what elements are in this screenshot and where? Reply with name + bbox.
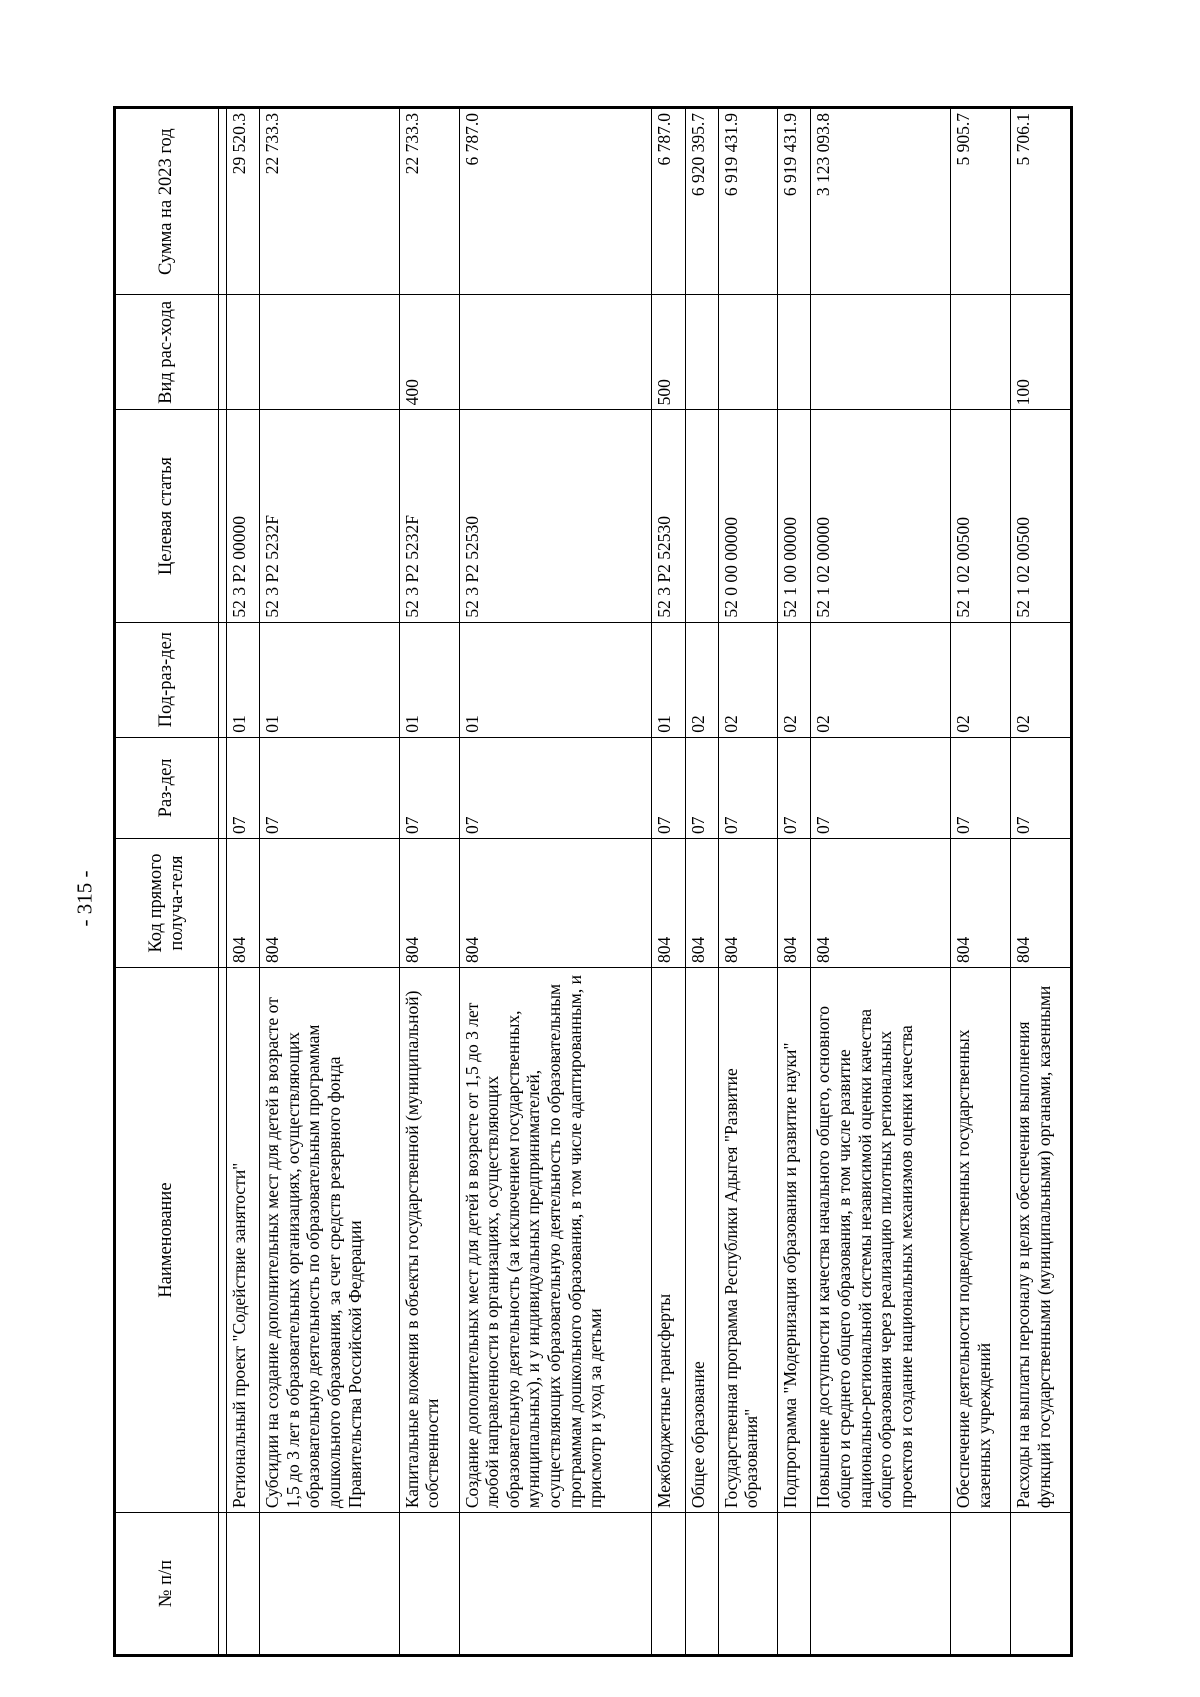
- table-row: [399, 108, 459, 1656]
- row-num: [459, 1513, 652, 1656]
- row-razdel: 07: [778, 737, 811, 838]
- table-row: [652, 108, 685, 1656]
- row-celevaya: 52 3 P2 00000: [227, 410, 260, 622]
- row-name: Субсидии на создание дополнительных мест для детей в возрасте от 1,5 до 3 лет в образовательных организациях, осуществляющих образовательную деятельность по образовательным программам дошкольного образования, за счет средств резервного фонда Правительства Российской Федерации: [260, 968, 400, 1513]
- row-podrazdel: 02: [778, 622, 811, 737]
- row-num: [399, 1513, 459, 1656]
- row-num: [778, 1513, 811, 1656]
- row-vid: [459, 295, 652, 410]
- row-podrazdel: 01: [227, 622, 260, 737]
- row-num: [260, 1513, 400, 1656]
- row-vid: [260, 295, 400, 410]
- row-sum: 3 123 093.8: [811, 108, 951, 295]
- row-vid: [778, 295, 811, 410]
- row-podrazdel: 02: [718, 622, 778, 737]
- table-row: [778, 108, 811, 1656]
- row-razdel: 07: [718, 737, 778, 838]
- row-razdel: 07: [652, 737, 685, 838]
- table-row: [811, 108, 951, 1656]
- table-spacer-row: [219, 108, 227, 1656]
- row-name: Обеспечение деятельности подведомственных государственных казенных учреждений: [951, 968, 1011, 1513]
- header-vid: Вид рас-хода: [115, 295, 219, 410]
- row-celevaya: 52 3 P2 52530: [652, 410, 685, 622]
- row-name: Капитальные вложения в объекты государственной (муниципальной) собственности: [399, 968, 459, 1513]
- row-podrazdel: 02: [951, 622, 1011, 737]
- row-name: Региональный проект "Содействие занятости": [227, 968, 260, 1513]
- header-sum: Сумма на 2023 год: [115, 108, 219, 295]
- row-celevaya: 52 1 00 00000: [778, 410, 811, 622]
- row-celevaya: 52 3 P2 5232F: [399, 410, 459, 622]
- row-razdel: 07: [260, 737, 400, 838]
- row-name: Общее образование: [685, 968, 718, 1513]
- page-number-text: - 315 -: [72, 870, 97, 926]
- row-razdel: 07: [227, 737, 260, 838]
- header-podrazdel: Под-раз-дел: [115, 622, 219, 737]
- row-razdel: 07: [399, 737, 459, 838]
- row-vid: [718, 295, 778, 410]
- row-celevaya: 52 1 02 00000: [811, 410, 951, 622]
- row-celevaya: 52 3 P2 52530: [459, 410, 652, 622]
- table-row: [718, 108, 778, 1656]
- table-wrapper: [113, 106, 1073, 1657]
- row-podrazdel: 01: [260, 622, 400, 737]
- row-num: [811, 1513, 951, 1656]
- row-razdel: 07: [685, 737, 718, 838]
- header-razdel: Раз-дел: [115, 737, 219, 838]
- row-num: [951, 1513, 1011, 1656]
- row-sum: 6 920 395.7: [685, 108, 718, 295]
- row-podrazdel: 01: [652, 622, 685, 737]
- row-celevaya: 52 1 02 00500: [1010, 410, 1071, 622]
- row-name: Государственная программа Республики Адыгея "Развитие образования": [718, 968, 778, 1513]
- row-podrazdel: 02: [1010, 622, 1071, 737]
- row-code: 804: [459, 839, 652, 968]
- row-code: 804: [260, 839, 400, 968]
- row-celevaya: 52 1 02 00500: [951, 410, 1011, 622]
- row-podrazdel: 02: [685, 622, 718, 737]
- row-razdel: 07: [459, 737, 652, 838]
- row-vid: 100: [1010, 295, 1071, 410]
- row-code: 804: [718, 839, 778, 968]
- row-code: 804: [951, 839, 1011, 968]
- table-row: [260, 108, 400, 1656]
- table-row: [951, 108, 1011, 1656]
- header-name: Наименование: [115, 968, 219, 1513]
- row-sum: 22 733.3: [399, 108, 459, 295]
- table-header-row: [115, 108, 219, 1656]
- header-num: № п/п: [115, 1513, 219, 1656]
- row-code: 804: [685, 839, 718, 968]
- row-name: Подпрограмма "Модернизация образования и развитие науки": [778, 968, 811, 1513]
- table-row: [1010, 108, 1071, 1656]
- row-name: Создание дополнительных мест для детей в возрасте от 1,5 до 3 лет любой направленности в организациях, осуществляющих образовательную деятельность (за исключением государственных, муниципальных), и у индивидуальных предпринимателей, осуществляющих образовательную деятельность по образовательным программам дошкольного образования, в том числе адаптированным, и присмотр и уход за детьми: [459, 968, 652, 1513]
- row-vid: 500: [652, 295, 685, 410]
- row-razdel: 07: [1010, 737, 1071, 838]
- row-vid: 400: [399, 295, 459, 410]
- row-vid: [951, 295, 1011, 410]
- table-row: [459, 108, 652, 1656]
- row-sum: 22 733.3: [260, 108, 400, 295]
- row-celevaya: [685, 410, 718, 622]
- row-name: Межбюджетные трансферты: [652, 968, 685, 1513]
- table-row: [685, 108, 718, 1656]
- row-podrazdel: 02: [811, 622, 951, 737]
- row-name: Повышение доступности и качества начального общего, основного общего и среднего общего образования, в том числе развитие национально-региональной системы независимой оценки качества общего образования через реализацию пилотных региональных проектов и создание национальных механизмов оценки качества: [811, 968, 951, 1513]
- row-vid: [227, 295, 260, 410]
- row-sum: 6 919 431.9: [778, 108, 811, 295]
- row-vid: [811, 295, 951, 410]
- row-code: 804: [778, 839, 811, 968]
- row-celevaya: 52 3 P2 5232F: [260, 410, 400, 622]
- page-number: [70, 838, 100, 958]
- row-name: Расходы на выплаты персоналу в целях обеспечения выполнения функций государственными (муниципальными) органами, казенными: [1010, 968, 1071, 1513]
- row-code: 804: [1010, 839, 1071, 968]
- header-code: Код прямого получа-теля: [115, 839, 219, 968]
- row-num: [652, 1513, 685, 1656]
- row-num: [227, 1513, 260, 1656]
- row-num: [718, 1513, 778, 1656]
- row-num: [1010, 1513, 1071, 1656]
- header-celevaya: Целевая статья: [115, 410, 219, 622]
- row-code: 804: [652, 839, 685, 968]
- row-sum: 5 706.1: [1010, 108, 1071, 295]
- table-row: [227, 108, 260, 1656]
- row-num: [685, 1513, 718, 1656]
- row-code: 804: [227, 839, 260, 968]
- row-sum: 5 905.7: [951, 108, 1011, 295]
- row-vid: [685, 295, 718, 410]
- row-sum: 6 787.0: [459, 108, 652, 295]
- row-podrazdel: 01: [399, 622, 459, 737]
- budget-table: [113, 106, 1073, 1657]
- row-sum: 6 919 431.9: [718, 108, 778, 295]
- row-sum: 29 520.3: [227, 108, 260, 295]
- row-podrazdel: 01: [459, 622, 652, 737]
- row-razdel: 07: [951, 737, 1011, 838]
- row-celevaya: 52 0 00 00000: [718, 410, 778, 622]
- row-sum: 6 787.0: [652, 108, 685, 295]
- row-code: 804: [811, 839, 951, 968]
- row-code: 804: [399, 839, 459, 968]
- row-razdel: 07: [811, 737, 951, 838]
